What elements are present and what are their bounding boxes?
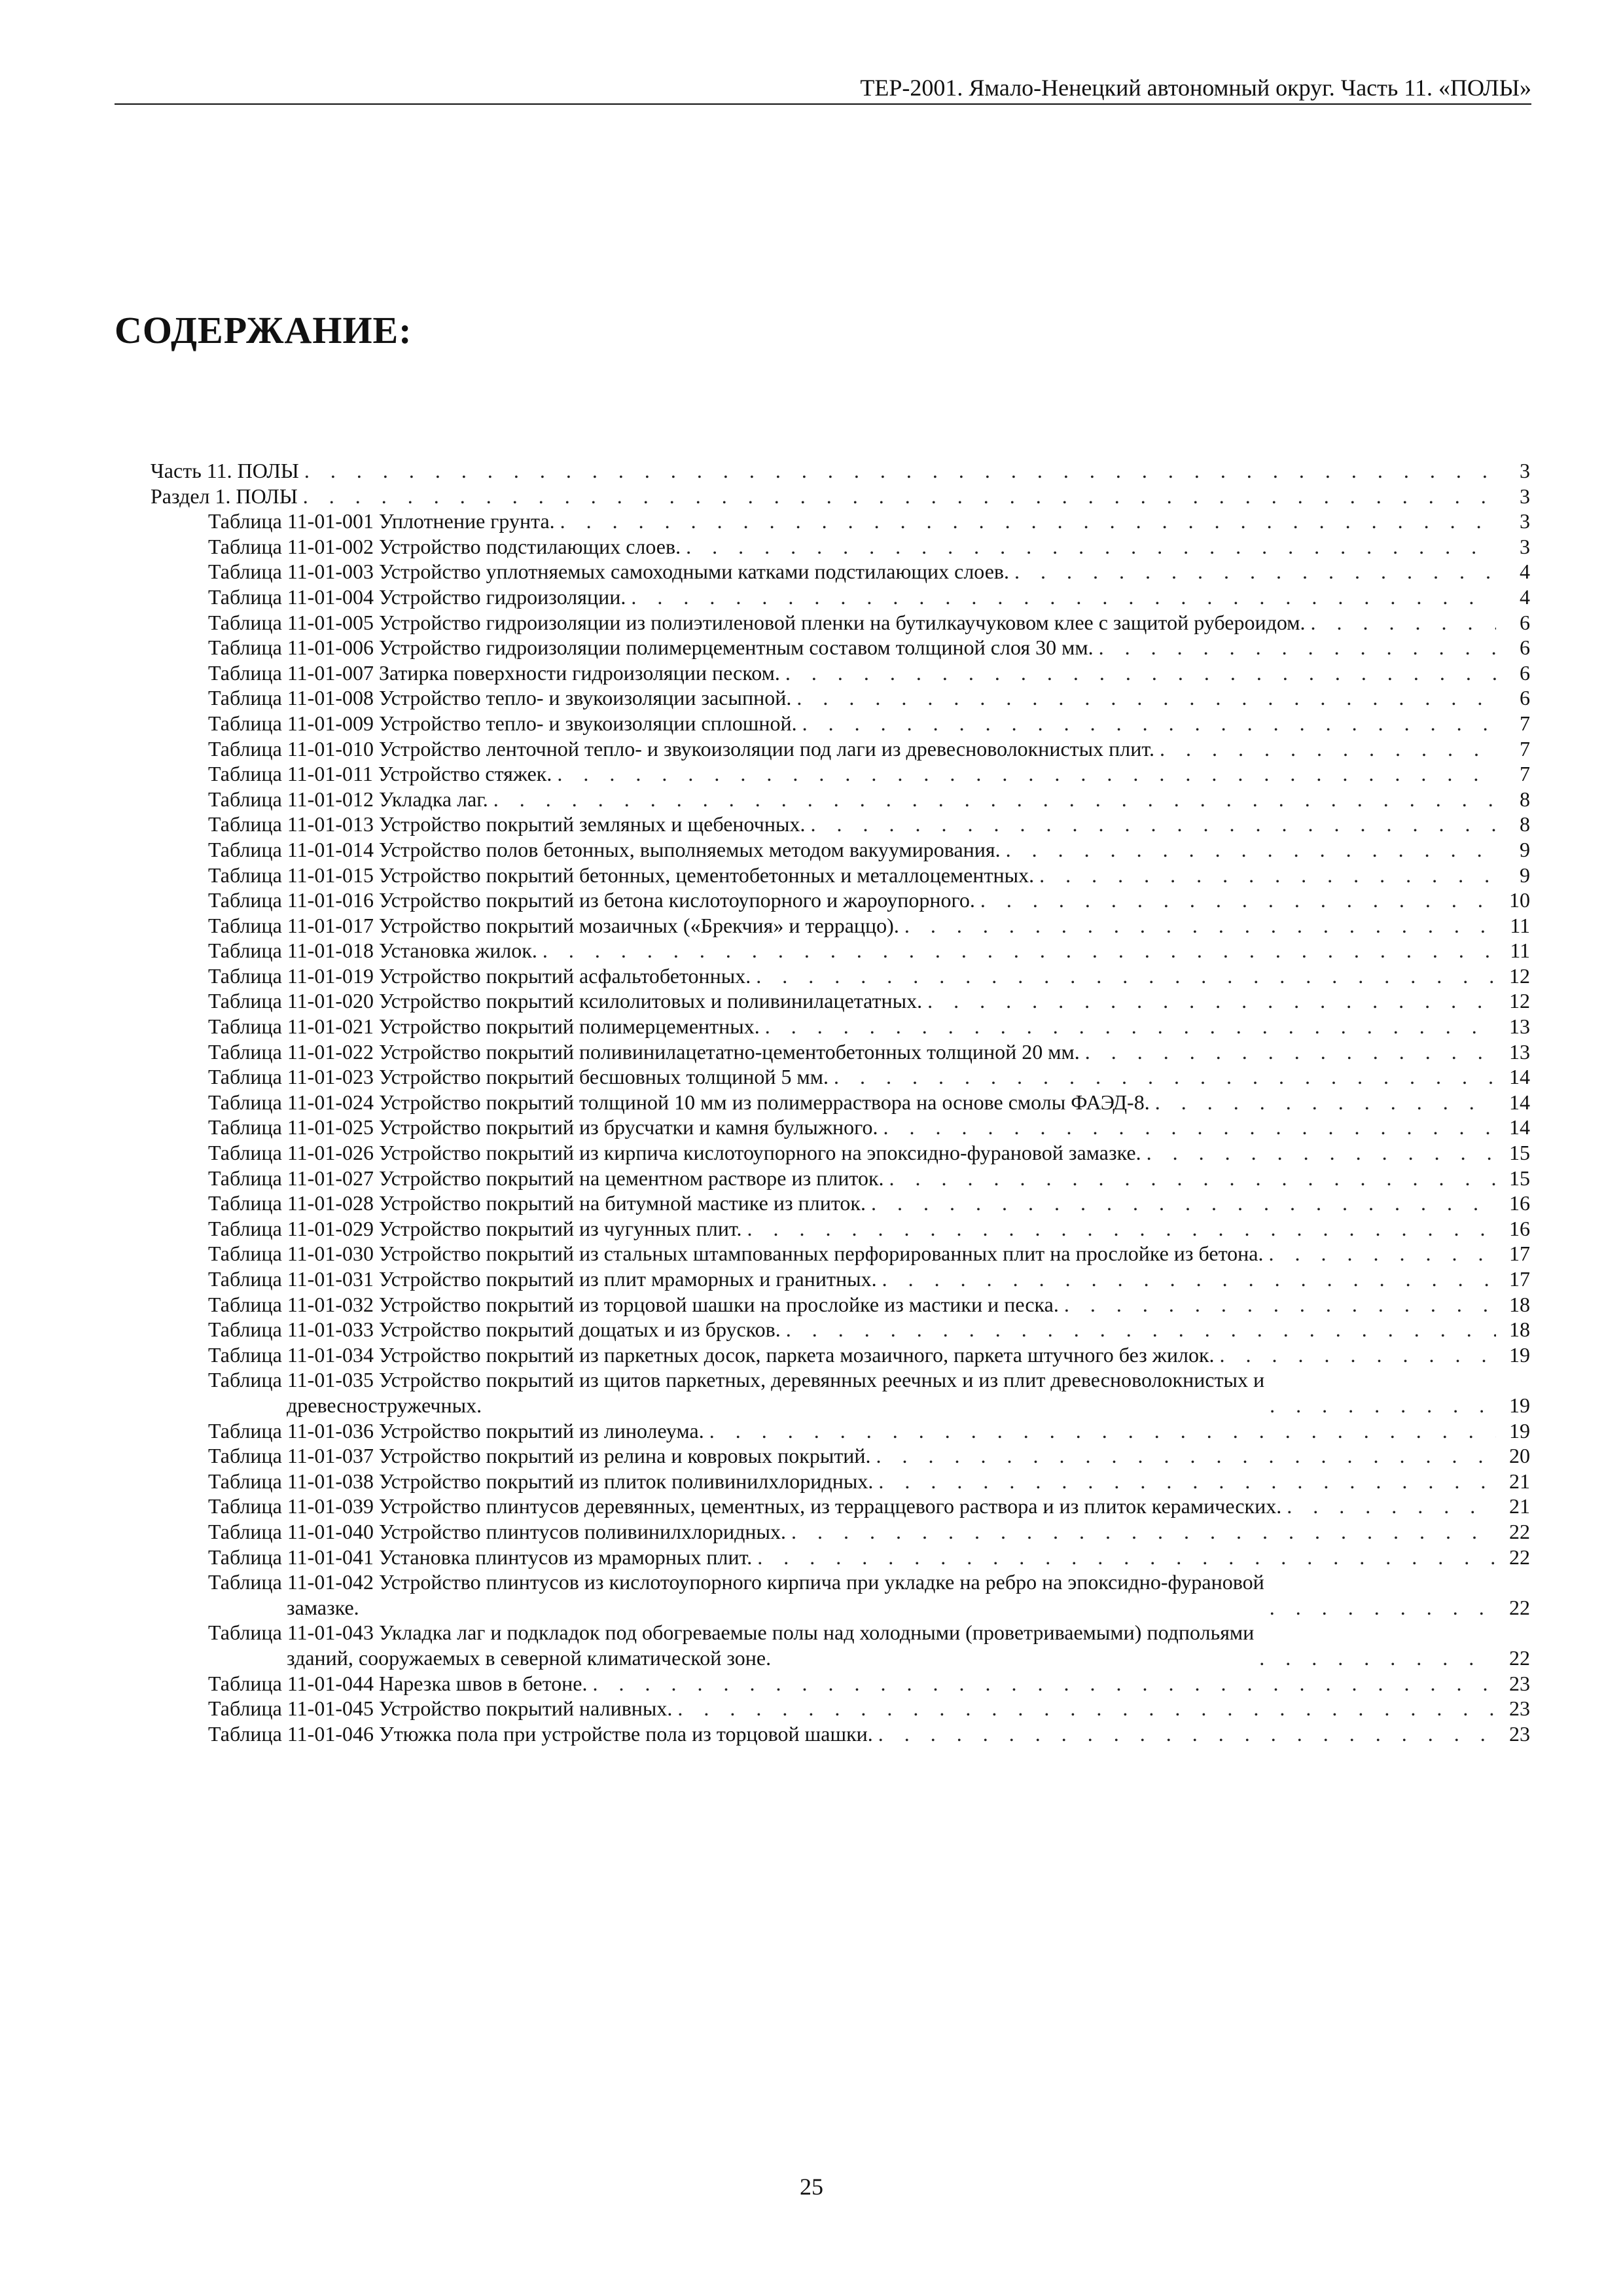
toc-entry-title-line: Раздел 1. ПОЛЫ <box>151 484 298 508</box>
toc-entry-title <box>208 1266 877 1292</box>
toc-entry-page: 6 <box>1520 636 1530 660</box>
toc-entry[interactable] <box>151 1494 1530 1519</box>
toc-entry-title-line: Таблица 11-01-004 Устройство гидроизоляции. <box>208 584 626 609</box>
toc-entry-page: 11 <box>1510 939 1530 963</box>
toc-entry-page: 9 <box>1520 837 1530 861</box>
toc-entry[interactable] <box>151 812 1530 837</box>
toc-dot-leader <box>899 913 1496 939</box>
toc-entry-title-line: Таблица 11-01-039 Устройство плинтусов деревянных, цементных, из терраццевого раствора и из плиток керамических. <box>208 1494 1282 1518</box>
toc-entry[interactable] <box>151 534 1530 560</box>
toc-dot-leader <box>922 988 1496 1014</box>
toc-entry-title <box>208 1317 781 1342</box>
toc-dot-leader <box>1264 1595 1496 1621</box>
toc-dot-leader <box>299 458 1496 484</box>
toc-dot-leader <box>1263 1241 1496 1266</box>
toc-dot-leader <box>1281 1494 1496 1519</box>
toc-dot-leader <box>797 711 1496 736</box>
toc-entry-page: 14 <box>1509 1115 1530 1139</box>
toc-entry-page: 19 <box>1509 1393 1530 1417</box>
toc-entry[interactable] <box>151 1519 1530 1545</box>
toc-entry[interactable] <box>151 1570 1530 1620</box>
toc-entry-page: 3 <box>1520 484 1530 508</box>
toc-dot-leader <box>878 1115 1496 1140</box>
toc-entry[interactable] <box>151 1443 1530 1469</box>
toc-entry-title <box>208 1721 873 1747</box>
toc-entry-title-line: Таблица 11-01-032 Устройство покрытий из торцовой шашки на прослойке из мастики и песка. <box>208 1292 1059 1316</box>
toc-entry-page: 11 <box>1510 913 1530 937</box>
toc-entry-title-line: Таблица 11-01-029 Устройство покрытий из чугунных плит. <box>208 1216 742 1240</box>
toc-entry[interactable] <box>151 863 1530 888</box>
table-of-contents <box>151 458 1530 1746</box>
toc-entry-title <box>208 988 922 1014</box>
toc-entry-title <box>208 1494 1281 1519</box>
toc-entry-title <box>208 1443 871 1469</box>
toc-dot-leader <box>1154 736 1496 762</box>
toc-entry-title <box>208 1014 760 1039</box>
toc-entry-page: 4 <box>1520 584 1530 609</box>
toc-entry[interactable] <box>151 1064 1530 1090</box>
toc-entry-title-line: Таблица 11-01-036 Устройство покрытий из линолеума. <box>208 1418 704 1443</box>
toc-entry[interactable] <box>151 1545 1530 1570</box>
toc-dot-leader <box>681 534 1496 560</box>
toc-entry-title <box>208 1191 866 1216</box>
toc-entry[interactable] <box>151 1014 1530 1039</box>
toc-entry-page: 3 <box>1520 509 1530 533</box>
toc-entry-title <box>208 863 1034 888</box>
toc-entry-title <box>208 1241 1263 1266</box>
toc-entry[interactable] <box>151 458 1530 484</box>
toc-entry-title <box>208 559 1009 584</box>
toc-dot-leader <box>786 1519 1496 1545</box>
toc-entry-title <box>208 1570 1264 1620</box>
toc-entry-page: 9 <box>1520 863 1530 887</box>
toc-entry[interactable] <box>151 635 1530 660</box>
toc-entry-title-line: Таблица 11-01-012 Укладка лаг. <box>208 787 488 811</box>
toc-dot-leader <box>751 963 1496 989</box>
toc-dot-leader <box>829 1064 1496 1090</box>
toc-entry-title <box>208 610 1305 636</box>
toc-entry-title-line: Таблица 11-01-041 Установка плинтусов из мраморных плит. <box>208 1545 753 1569</box>
toc-entry-page: 13 <box>1509 1014 1530 1039</box>
toc-entry-page: 3 <box>1520 459 1530 482</box>
toc-dot-leader <box>975 888 1496 913</box>
toc-entry-page: 4 <box>1520 560 1530 584</box>
toc-entry-title <box>208 1292 1059 1318</box>
toc-dot-leader <box>1094 635 1496 660</box>
toc-entry-title-line: Таблица 11-01-019 Устройство покрытий асфальтобетонных. <box>208 963 751 988</box>
toc-entry-page: 22 <box>1509 1645 1530 1670</box>
toc-entry[interactable] <box>151 1090 1530 1115</box>
toc-entry[interactable] <box>151 1241 1530 1266</box>
toc-entry-page: 13 <box>1509 1039 1530 1064</box>
toc-dot-leader <box>1150 1090 1496 1115</box>
toc-entry-page: 14 <box>1509 1090 1530 1114</box>
toc-entry-page: 18 <box>1509 1318 1530 1342</box>
toc-entry[interactable] <box>151 888 1530 913</box>
toc-dot-leader <box>555 509 1496 534</box>
toc-dot-leader <box>298 484 1496 509</box>
toc-entry-title-line: Таблица 11-01-033 Устройство покрытий дощатых и из брусков. <box>208 1318 781 1342</box>
toc-entry[interactable] <box>151 1292 1530 1318</box>
toc-entry-title <box>151 458 299 484</box>
toc-entry-title-continuation: древесностружечных. <box>287 1393 482 1417</box>
toc-entry-title <box>208 837 1001 863</box>
toc-entry-title-line: Таблица 11-01-046 Утюжка пола при устройстве пола из торцовой шашки. <box>208 1721 873 1746</box>
toc-entry-page: 18 <box>1509 1292 1530 1316</box>
toc-entry-title-line: Таблица 11-01-001 Уплотнение грунта. <box>208 509 555 533</box>
toc-entry-title-line: Таблица 11-01-040 Устройство плинтусов поливинилхлоридных. <box>208 1519 787 1543</box>
toc-entry-title-line: Таблица 11-01-034 Устройство покрытий из паркетных досок, паркета мозаичного, паркета штучного без жилок. <box>208 1342 1215 1367</box>
toc-entry-title <box>208 1519 786 1545</box>
toc-entry-title <box>208 1140 1141 1166</box>
toc-dot-leader <box>760 1014 1496 1039</box>
toc-entry-page: 12 <box>1509 963 1530 988</box>
toc-entry-page: 23 <box>1509 1721 1530 1746</box>
toc-entry-title-line: Таблица 11-01-028 Устройство покрытий на битумной мастике из плиток. <box>208 1191 866 1215</box>
toc-entry[interactable] <box>151 736 1530 762</box>
toc-entry[interactable] <box>151 509 1530 534</box>
document-title: СОДЕРЖАНИЕ: <box>115 309 412 351</box>
toc-entry-page: 16 <box>1509 1216 1530 1240</box>
toc-entry[interactable] <box>151 1140 1530 1166</box>
toc-entry-title <box>208 1418 704 1444</box>
toc-entry-title-line: Таблица 11-01-044 Нарезка швов в бетоне. <box>208 1671 588 1695</box>
toc-entry-title <box>208 761 552 787</box>
toc-entry-page: 19 <box>1509 1418 1530 1443</box>
toc-entry[interactable] <box>151 1696 1530 1721</box>
toc-entry[interactable] <box>151 1469 1530 1494</box>
toc-dot-leader <box>884 1166 1496 1191</box>
toc-entry-page: 15 <box>1509 1141 1530 1165</box>
toc-entry-title-line: Таблица 11-01-026 Устройство покрытий из кирпича кислотоупорного на эпоксидно-фурановой замазке. <box>208 1141 1141 1165</box>
page-number: 25 <box>800 2174 823 2200</box>
toc-entry-page: 10 <box>1509 888 1530 912</box>
toc-entry-title-line: Таблица 11-01-016 Устройство покрытий из бетона кислотоупорного и жароупорного. <box>208 888 975 912</box>
toc-entry-page: 7 <box>1520 762 1530 786</box>
toc-entry[interactable] <box>151 1266 1530 1292</box>
toc-entry[interactable] <box>151 1039 1530 1065</box>
toc-dot-leader <box>537 938 1496 963</box>
toc-entry[interactable] <box>151 761 1530 787</box>
toc-entry-title-line: Таблица 11-01-007 Затирка поверхности гидроизоляции песком. <box>208 660 780 685</box>
toc-entry-title <box>208 534 681 560</box>
toc-entry-title-line: Таблица 11-01-009 Устройство тепло- и звукоизоляции сплошной. <box>208 711 797 735</box>
toc-entry-title-line: Таблица 11-01-006 Устройство гидроизоляции полимерцементным составом толщиной слоя 30 мм. <box>208 636 1094 660</box>
toc-entry-title <box>208 685 791 711</box>
toc-entry[interactable] <box>151 1721 1530 1747</box>
toc-entry-page: 21 <box>1509 1469 1530 1493</box>
toc-dot-leader <box>791 685 1496 711</box>
toc-entry[interactable] <box>151 1342 1530 1368</box>
toc-entry[interactable] <box>151 988 1530 1014</box>
toc-entry-title-line: Таблица 11-01-003 Устройство уплотняемых самоходными катками подстилающих слоев. <box>208 560 1009 584</box>
toc-entry-page: 14 <box>1509 1065 1530 1089</box>
toc-entry[interactable] <box>151 1216 1530 1242</box>
toc-entry[interactable] <box>151 1317 1530 1342</box>
toc-entry-title-line: Таблица 11-01-042 Устройство плинтусов из кислотоупорного кирпича при укладке на ребро на эпоксидно-фурановой <box>208 1570 1264 1594</box>
toc-entry-title <box>208 812 805 837</box>
toc-entry-title <box>208 938 537 963</box>
toc-entry[interactable] <box>151 1115 1530 1140</box>
toc-entry[interactable] <box>151 610 1530 636</box>
toc-entry[interactable] <box>151 1166 1530 1191</box>
toc-entry[interactable] <box>151 660 1530 686</box>
toc-entry[interactable] <box>151 963 1530 989</box>
toc-entry-page: 23 <box>1509 1671 1530 1695</box>
toc-entry-title-line: Таблица 11-01-021 Устройство покрытий полимерцементных. <box>208 1014 760 1039</box>
toc-entry-title-line: Таблица 11-01-011 Устройство стяжек. <box>208 762 552 786</box>
toc-entry[interactable] <box>151 787 1530 812</box>
toc-entry[interactable] <box>151 1191 1530 1216</box>
toc-entry-page: 15 <box>1509 1166 1530 1190</box>
toc-dot-leader <box>1215 1342 1496 1368</box>
toc-entry[interactable] <box>151 837 1530 863</box>
toc-dot-leader <box>877 1266 1496 1292</box>
toc-entry-title-line: Таблица 11-01-043 Укладка лаг и подкладок под обогреваемые полы над холодными (проветриваемыми) подпольями <box>208 1621 1255 1645</box>
toc-entry-title <box>208 660 780 686</box>
toc-entry[interactable] <box>151 1620 1530 1670</box>
toc-entry-page: 22 <box>1509 1519 1530 1543</box>
toc-entry-title-line: Таблица 11-01-023 Устройство покрытий бесшовных толщиной 5 мм. <box>208 1065 829 1089</box>
toc-entry[interactable] <box>151 484 1530 509</box>
toc-entry[interactable] <box>151 1418 1530 1444</box>
toc-dot-leader <box>488 787 1496 812</box>
toc-entry-title <box>208 1166 884 1191</box>
toc-dot-leader <box>704 1418 1496 1444</box>
toc-dot-leader <box>805 812 1496 837</box>
toc-dot-leader <box>1009 559 1496 584</box>
toc-entry[interactable] <box>151 1367 1530 1418</box>
toc-entry-title <box>208 1039 1080 1065</box>
toc-entry-title <box>208 736 1154 762</box>
toc-dot-leader <box>1059 1292 1496 1318</box>
toc-dot-leader <box>672 1696 1496 1721</box>
toc-entry[interactable] <box>151 711 1530 736</box>
toc-entry-title <box>208 1216 742 1242</box>
toc-entry-title-line: Таблица 11-01-030 Устройство покрытий из стальных штампованных перфорированных плит на прослойке из бетона. <box>208 1242 1264 1266</box>
toc-dot-leader <box>1141 1140 1496 1166</box>
toc-entry-title-line: Таблица 11-01-027 Устройство покрытий на цементном растворе из плиток. <box>208 1166 884 1190</box>
toc-entry-title-line: Таблица 11-01-038 Устройство покрытий из плиток поливинилхлоридных. <box>208 1469 874 1493</box>
toc-entry[interactable] <box>151 938 1530 963</box>
toc-entry-page: 8 <box>1520 787 1530 811</box>
toc-entry-page: 8 <box>1520 812 1530 836</box>
toc-dot-leader <box>552 761 1496 787</box>
toc-entry-title-line: Таблица 11-01-008 Устройство тепло- и звукоизоляции засыпной. <box>208 686 792 710</box>
toc-entry-page: 6 <box>1520 610 1530 634</box>
toc-entry-page: 6 <box>1520 660 1530 685</box>
toc-entry-page: 16 <box>1509 1191 1530 1215</box>
toc-entry[interactable] <box>151 685 1530 711</box>
toc-entry-title <box>208 1696 672 1721</box>
toc-entry-title <box>208 963 751 989</box>
toc-dot-leader <box>626 584 1496 610</box>
toc-entry-page: 17 <box>1509 1242 1530 1266</box>
toc-dot-leader <box>1080 1039 1496 1065</box>
toc-entry-page: 21 <box>1509 1494 1530 1518</box>
toc-entry-title-line: Таблица 11-01-025 Устройство покрытий из брусчатки и камня булыжного. <box>208 1115 878 1139</box>
toc-dot-leader <box>1264 1393 1496 1418</box>
toc-dot-leader <box>873 1469 1496 1494</box>
toc-entry-title <box>151 484 298 509</box>
toc-entry-title <box>208 787 488 812</box>
toc-entry-title <box>208 1671 588 1696</box>
toc-entry[interactable] <box>151 559 1530 584</box>
toc-dot-leader <box>780 660 1496 686</box>
toc-entry-title <box>208 509 555 534</box>
toc-entry-title <box>208 1064 829 1090</box>
toc-dot-leader <box>1305 610 1496 636</box>
toc-entry-title-line: Таблица 11-01-037 Устройство покрытий из релина и ковровых покрытий. <box>208 1444 871 1468</box>
toc-entry-title <box>208 1367 1264 1418</box>
toc-entry-page: 12 <box>1509 989 1530 1013</box>
toc-dot-leader <box>871 1443 1496 1469</box>
toc-entry-page: 20 <box>1509 1444 1530 1468</box>
toc-entry-title-line: Таблица 11-01-018 Установка жилок. <box>208 939 537 963</box>
toc-dot-leader <box>752 1545 1496 1570</box>
toc-entry-title-line: Таблица 11-01-045 Устройство покрытий наливных. <box>208 1696 673 1721</box>
toc-entry-title-line: Таблица 11-01-002 Устройство подстилающих слоев. <box>208 534 681 558</box>
toc-dot-leader <box>866 1191 1496 1216</box>
toc-entry-title <box>208 1545 752 1570</box>
toc-entry-title-line: Таблица 11-01-013 Устройство покрытий земляных и щебеночных. <box>208 812 806 836</box>
toc-entry-title <box>208 913 899 939</box>
toc-entry-page: 23 <box>1509 1696 1530 1721</box>
toc-dot-leader <box>588 1671 1497 1696</box>
toc-entry-page: 22 <box>1509 1545 1530 1569</box>
toc-entry-title-line: Таблица 11-01-005 Устройство гидроизоляции из полиэтиленовой пленки на бутилкаучуковом клее с защитой рубероидом. <box>208 610 1306 634</box>
toc-entry-title-continuation: зданий, сооружаемых в северной климатической зоне. <box>287 1645 772 1670</box>
toc-entry[interactable] <box>151 584 1530 610</box>
toc-dot-leader <box>1254 1645 1496 1671</box>
toc-entry-page: 17 <box>1509 1267 1530 1291</box>
toc-entry-title-line: Таблица 11-01-031 Устройство покрытий из плит мраморных и гранитных. <box>208 1267 877 1291</box>
toc-entry-page: 22 <box>1509 1595 1530 1619</box>
toc-entry-page: 6 <box>1520 686 1530 710</box>
toc-dot-leader <box>873 1721 1496 1747</box>
toc-entry-title <box>208 1115 878 1140</box>
toc-entry-title <box>208 711 797 736</box>
toc-entry[interactable] <box>151 1671 1530 1696</box>
toc-dot-leader <box>1034 863 1496 888</box>
toc-entry-title <box>208 888 975 913</box>
toc-entry-title-line: Таблица 11-01-022 Устройство покрытий поливинилацетатно-цементобетонных толщиной 20 мм. <box>208 1039 1080 1064</box>
toc-entry-page: 19 <box>1509 1342 1530 1367</box>
toc-entry-title-line: Таблица 11-01-015 Устройство покрытий бетонных, цементобетонных и металлоцементных. <box>208 863 1035 887</box>
toc-entry-title <box>208 1469 873 1494</box>
toc-entry-title <box>208 584 626 610</box>
toc-dot-leader <box>781 1317 1496 1342</box>
toc-dot-leader <box>1001 837 1496 863</box>
toc-entry-title <box>208 1342 1215 1368</box>
toc-entry-title-line: Таблица 11-01-035 Устройство покрытий из щитов паркетных, деревянных реечных и из плит древесноволокнистых и <box>208 1368 1265 1392</box>
running-header: ТЕР-2001. Ямало-Ненецкий автономный округ. Часть 11. «ПОЛЫ» <box>860 75 1531 101</box>
toc-entry-title <box>208 1090 1150 1115</box>
header-rule <box>115 103 1531 105</box>
toc-entry-title-line: Часть 11. ПОЛЫ <box>151 459 299 482</box>
toc-entry-page: 3 <box>1520 534 1530 558</box>
toc-entry-page: 7 <box>1520 736 1530 761</box>
toc-entry[interactable] <box>151 913 1530 939</box>
toc-entry-title-line: Таблица 11-01-020 Устройство покрытий ксилолитовых и поливинилацетатных. <box>208 989 923 1013</box>
toc-entry-page: 7 <box>1520 711 1530 735</box>
toc-entry-title <box>208 1620 1254 1670</box>
toc-entry-title-continuation: замазке. <box>287 1595 359 1619</box>
toc-dot-leader <box>742 1216 1496 1242</box>
toc-entry-title-line: Таблица 11-01-010 Устройство ленточной тепло- и звукоизоляции под лаги из древесноволокнистых плит. <box>208 736 1154 761</box>
toc-entry-title-line: Таблица 11-01-017 Устройство покрытий мозаичных («Брекчия» и терраццо). <box>208 913 899 937</box>
toc-entry-title <box>208 635 1094 660</box>
toc-entry-title-line: Таблица 11-01-014 Устройство полов бетонных, выполняемых методом вакуумирования. <box>208 837 1001 861</box>
toc-entry-title-line: Таблица 11-01-024 Устройство покрытий толщиной 10 мм из полимерраствора на основе смолы ФАЭД-8. <box>208 1090 1150 1114</box>
